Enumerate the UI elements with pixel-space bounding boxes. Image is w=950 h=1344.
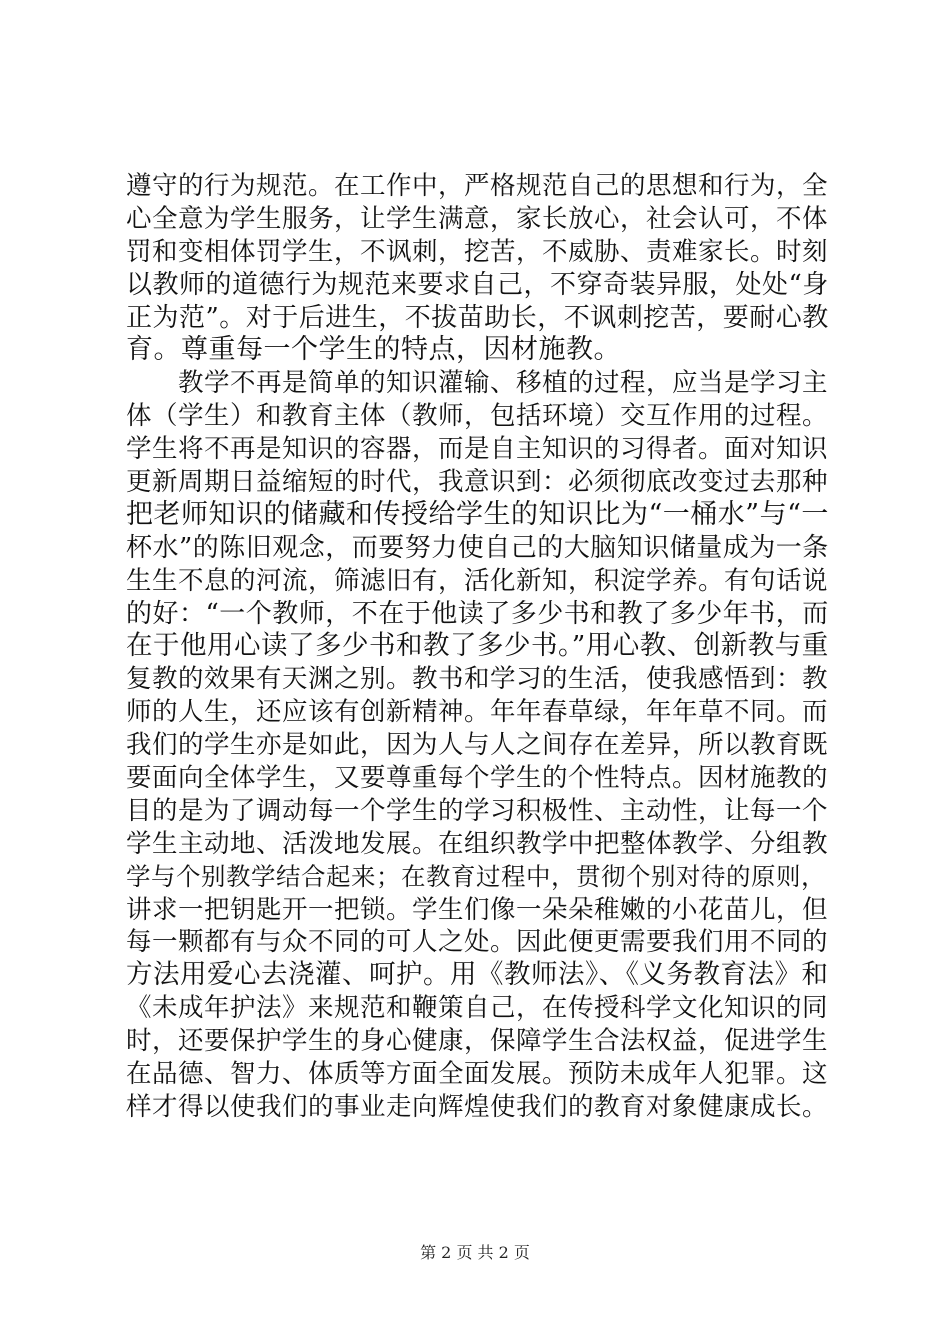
text-line: 要面向全体学生，又要尊重每个学生的个性特点。因材施教的 bbox=[126, 763, 829, 794]
text-line: 教学不再是简单的知识灌输、移植的过程，应当是学习主 bbox=[126, 368, 829, 399]
text-line: 在品德、智力、体质等方面全面发展。预防未成年人犯罪。这 bbox=[126, 1059, 829, 1090]
text-line: 师的人生，还应该有创新精神。年年春草绿，年年草不同。而 bbox=[126, 697, 829, 728]
text-line: 讲求一把钥匙开一把锁。学生们像一朵朵稚嫩的小花苗儿，但 bbox=[126, 894, 829, 925]
page-footer: 第 2 页 共 2 页 bbox=[420, 1243, 530, 1262]
text-line: 遵守的行为规范。在工作中，严格规范自己的思想和行为，全 bbox=[126, 171, 829, 201]
text-line: 方法用爱心去浇灌、呵护。用《教师法》、《义务教育法》和 bbox=[126, 959, 829, 991]
text-line: 更新周期日益缩短的时代，我意识到：必须彻底改变过去那种 bbox=[126, 467, 829, 498]
text-line: 的好：“一个教师，不在于他读了多少书和教了多少年书，而 bbox=[126, 598, 829, 629]
text-line: 生生不息的河流，筛滤旧有，活化新知，积淀学养。有句话说 bbox=[126, 565, 829, 596]
text-line: 时，还要保护学生的身心健康，保障学生合法权益，促进学生 bbox=[126, 1026, 829, 1057]
text-line: 《未成年护法》来规范和鞭策自己，在传授科学文化知识的同 bbox=[126, 993, 829, 1024]
text-line: 育。尊重每一个学生的特点，因材施教。 bbox=[126, 334, 621, 366]
text-line: 我们的学生亦是如此，因为人与人之间存在差异，所以教育既 bbox=[126, 730, 829, 761]
text-line: 复教的效果有天渊之别。教书和学习的生活，使我感悟到：教 bbox=[126, 664, 829, 695]
text-line: 在于他用心读了多少书和教了多少书。”用心教、创新教与重 bbox=[126, 630, 829, 662]
text-line: 学生将不再是知识的容器，而是自主知识的习得者。面对知识 bbox=[126, 434, 829, 465]
text-line: 目的是为了调动每一个学生的学习积极性、主动性，让每一个 bbox=[126, 795, 829, 826]
body-text bbox=[126, 170, 830, 1124]
text-line: 每一颗都有与众不同的可人之处。因此便更需要我们用不同的 bbox=[126, 927, 829, 958]
text-line: 心全意为学生服务，让学生满意，家长放心，社会认可，不体 bbox=[126, 203, 829, 234]
text-line: 体（学生）和教育主体（教师，包括环境）交互作用的过程。 bbox=[126, 401, 829, 432]
text-line: 学与个别教学结合起来；在教育过程中，贯彻个别对待的原则， bbox=[126, 861, 826, 891]
text-line: 杯水”的陈旧观念，而要努力使自己的大脑知识储量成为一条 bbox=[126, 532, 829, 563]
text-line: 学生主动地、活泼地发展。在组织教学中把整体教学、分组教 bbox=[126, 828, 829, 859]
text-line: 以教师的道德行为规范来要求自己，不穿奇装异服，处处“身 bbox=[126, 269, 829, 300]
text-line: 罚和变相体罚学生，不讽刺，挖苦，不威胁、责难家长。时刻 bbox=[126, 236, 829, 267]
text-line: 样才得以使我们的事业走向辉煌使我们的教育对象健康成长。 bbox=[126, 1091, 829, 1122]
text-line: 把老师知识的储藏和传授给学生的知识比为“一桶水”与“一 bbox=[126, 498, 829, 530]
text-line: 正为范”。对于后进生，不拔苗助长，不讽刺挖苦，要耐心教 bbox=[126, 302, 829, 333]
